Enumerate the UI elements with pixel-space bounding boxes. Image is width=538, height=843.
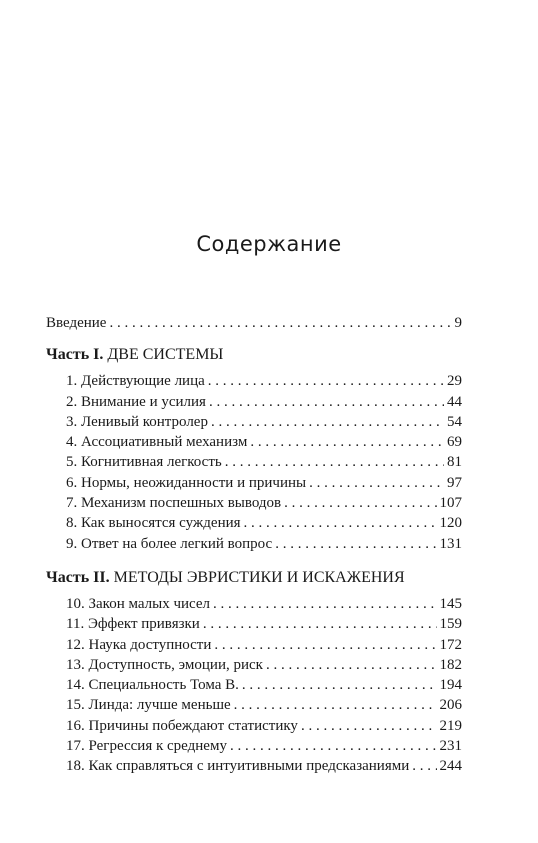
toc-entry-page: 172 <box>439 636 462 653</box>
part-heading <box>46 345 462 365</box>
toc-entry-page: 231 <box>439 738 462 755</box>
toc-entry-page: 206 <box>439 697 462 714</box>
toc-entry <box>66 736 462 756</box>
toc-entry-label: 4. Ассоциативный механизм <box>66 434 248 451</box>
toc-entry-page: 182 <box>439 656 462 673</box>
toc-entry-label: 15. Линда: лучше меньше <box>66 697 231 714</box>
toc-entry <box>66 473 462 493</box>
chapter-list <box>46 594 462 777</box>
toc-entry-label: 12. Наука доступности <box>66 636 212 653</box>
toc-entry-label: 10. Закон малых чисел <box>66 595 211 612</box>
toc-entry <box>66 716 462 736</box>
toc-entry <box>66 392 462 412</box>
toc-entry-label: 16. Причины побеждают статистику <box>66 717 298 734</box>
toc-entry-page: 159 <box>439 616 462 633</box>
dot-leader <box>208 371 444 391</box>
dot-leader <box>209 392 444 412</box>
dot-leader <box>230 736 437 756</box>
dot-leader <box>244 513 437 533</box>
toc-entry-label: 7. Механизм поспешных выводов <box>66 495 282 512</box>
toc-entry-page: 219 <box>439 717 462 734</box>
toc-part-1 <box>46 345 462 554</box>
dot-leader <box>412 756 436 776</box>
toc-entry <box>66 534 462 554</box>
toc-entry-label: 14. Специальность Тома В. <box>66 677 239 694</box>
dot-leader <box>203 614 437 634</box>
toc-entry-label: 2. Внимание и усилия <box>66 393 206 410</box>
toc-entry-label: 5. Когнитивная легкость <box>66 454 222 471</box>
part-label: Часть II. <box>46 568 110 586</box>
toc-entry-page: 29 <box>447 373 462 390</box>
toc-entry <box>66 371 462 391</box>
toc-entry-page: 97 <box>447 474 462 491</box>
toc-entry-label: 17. Регрессия к среднему <box>66 738 227 755</box>
toc-entry-page: 54 <box>447 413 462 430</box>
dot-leader <box>301 716 437 736</box>
dot-leader <box>275 534 436 554</box>
toc-entry-page: 44 <box>447 393 462 410</box>
toc-entry-label: 1. Действующие лица <box>66 373 205 390</box>
toc-entry <box>66 614 462 634</box>
table-of-contents <box>46 313 462 791</box>
toc-entry <box>66 493 462 513</box>
toc-entry-page: 81 <box>447 454 462 471</box>
toc-part-2 <box>46 568 462 777</box>
dot-leader <box>250 432 444 452</box>
toc-entry-page: 194 <box>439 677 462 694</box>
toc-entry-page: 107 <box>439 495 462 512</box>
part-heading <box>46 568 462 588</box>
part-name: ДВЕ СИСТЕМЫ <box>107 346 224 364</box>
page-title: Содержание <box>196 232 342 256</box>
dot-leader <box>225 452 444 472</box>
toc-entry-label: 6. Нормы, неожиданности и причины <box>66 474 307 491</box>
toc-entry-label: 9. Ответ на более легкий вопрос <box>66 535 273 552</box>
toc-entry <box>66 675 462 695</box>
toc-entry-page: 120 <box>439 515 462 532</box>
toc-entry <box>66 756 462 776</box>
toc-entry-page: 244 <box>439 758 462 775</box>
toc-entry-label: 13. Доступность, эмоции, риск <box>66 656 263 673</box>
dot-leader <box>242 675 437 695</box>
toc-entry <box>66 452 462 472</box>
toc-entry-label: 11. Эффект привязки <box>66 616 200 633</box>
dot-leader <box>211 412 444 432</box>
toc-entry <box>66 432 462 452</box>
toc-entry-page: 145 <box>439 595 462 612</box>
toc-entry-label: 18. Как справляться с интуитивными предсказаниями <box>66 758 410 775</box>
dot-leader <box>284 493 436 513</box>
toc-entry-page: 131 <box>439 535 462 552</box>
toc-entry-label: 8. Как выносятся суждения <box>66 515 241 532</box>
dot-leader <box>309 473 444 493</box>
dot-leader <box>109 313 451 333</box>
dot-leader <box>214 635 436 655</box>
toc-entry <box>66 513 462 533</box>
toc-entry-page: 69 <box>447 434 462 451</box>
dot-leader <box>266 655 437 675</box>
toc-entry <box>66 695 462 715</box>
part-label: Часть I. <box>46 346 104 364</box>
toc-entry-page: 9 <box>454 315 462 331</box>
toc-entry <box>66 635 462 655</box>
toc-entry-intro <box>46 313 462 333</box>
toc-entry <box>66 655 462 675</box>
dot-leader <box>234 695 437 715</box>
toc-entry-label: Введение <box>46 315 107 331</box>
toc-entry <box>66 412 462 432</box>
toc-entry <box>66 594 462 614</box>
toc-entry-label: 3. Ленивый контролер <box>66 413 208 430</box>
dot-leader <box>213 594 436 614</box>
part-name: МЕТОДЫ ЭВРИСТИКИ И ИСКАЖЕНИЯ <box>113 568 405 586</box>
chapter-list <box>46 371 462 554</box>
